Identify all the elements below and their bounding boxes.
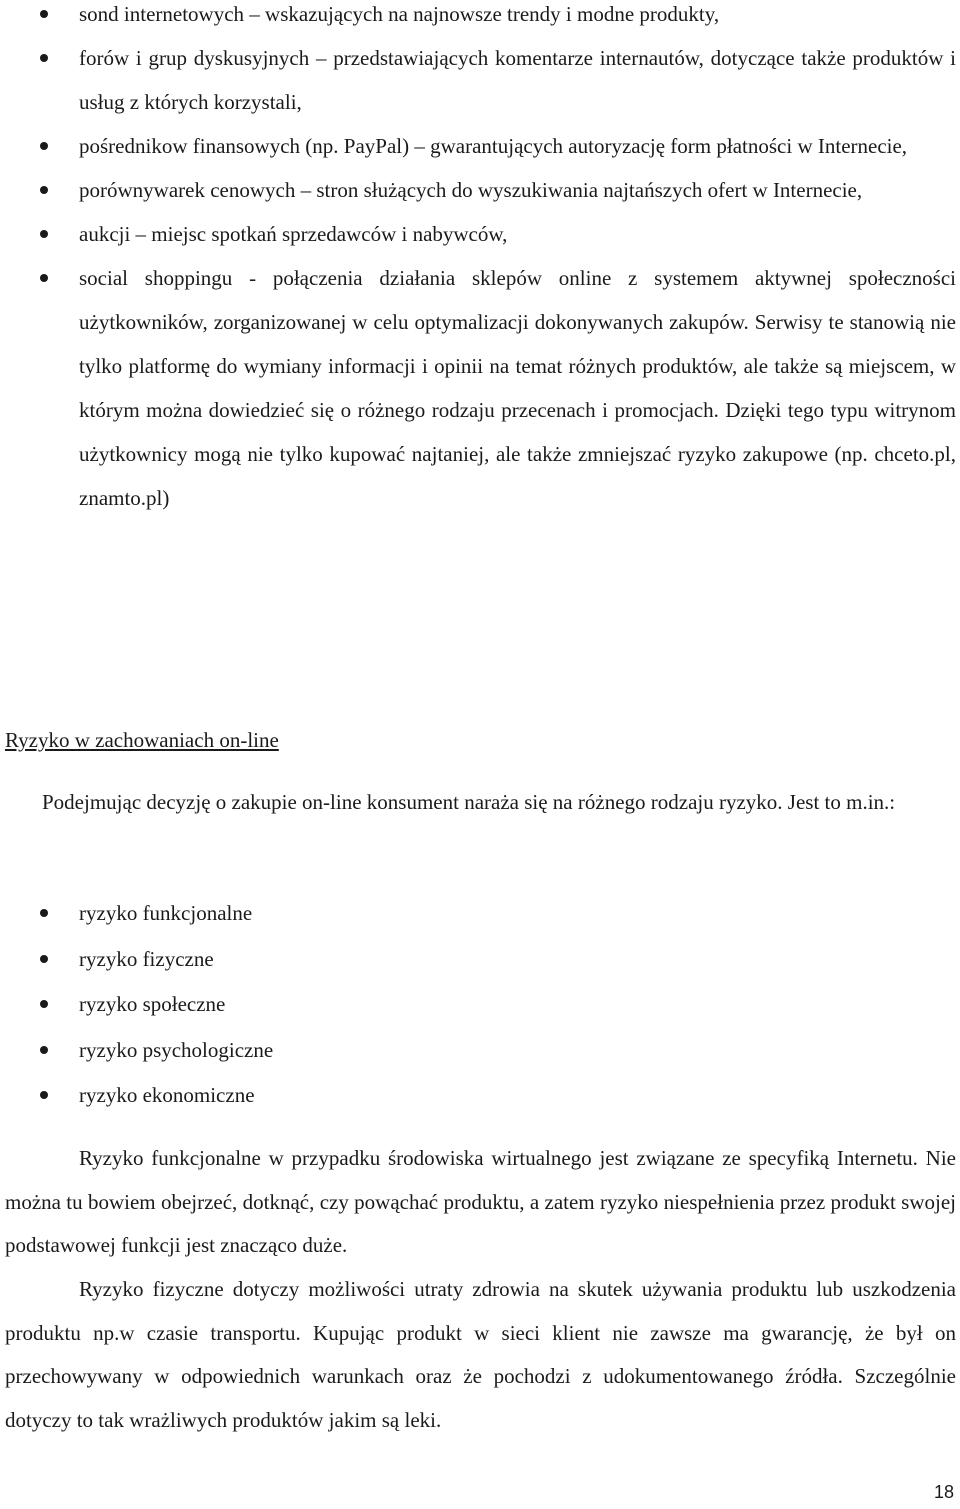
- list-item: forów i grup dyskusyjnych – przedstawiających komentarze internautów, dotyczące także produktów i usług z których korzystali,: [0, 36, 960, 124]
- page-number: 18: [933, 1482, 954, 1502]
- list-item: ryzyko funkcjonalne: [0, 891, 960, 937]
- risk-list: [0, 891, 960, 1119]
- list-item: ryzyko psychologiczne: [0, 1028, 960, 1074]
- list-item: aukcji – miejsc spotkań sprzedawców i nabywców,: [0, 212, 960, 256]
- section-heading: Ryzyko w zachowaniach on-line: [5, 728, 279, 752]
- list-item: ryzyko fizyczne: [0, 937, 960, 983]
- list-item: social shoppingu - połączenia działania sklepów online z systemem aktywnej społeczności użytkowników, zorganizowanej w celu optymalizacji dokonywanych zakupów. Serwisy te stanowią nie tylko platformę do wymiany informacji i opinii na temat różnych produktów, ale także są miejscem, w którym można dowiedzieć się o różnego rodzaju przecenach i promocjach. Dzięki tego typu witrynom użytkownicy mogą nie tylko kupować najtaniej, ale także zmniejszać ryzyko zakupowe (np. chceto.pl, znamto.pl): [0, 256, 960, 520]
- intro-paragraph: Podejmując decyzję o zakupie on-line konsument naraża się na różnego rodzaju ryzyko. Jest to m.in.:: [42, 790, 896, 814]
- list-item: pośrednikow finansowych (np. PayPal) – gwarantujących autoryzację form płatności w Internecie,: [0, 124, 960, 168]
- physical-risk-paragraph: Ryzyko fizyczne dotyczy możliwości utraty zdrowia na skutek używania produktu lub uszkodzenia produktu np.w czasie transportu. Kupując produkt w sieci klient nie zawsze ma gwarancję, że był on przechowywany w odpowiednich warunkach oraz że pochodzi z udokumentowanego źródła. Szczególnie dotyczy to tak wrażliwych produktów jakim są leki.: [5, 1277, 956, 1432]
- list-item: sond internetowych – wskazujących na najnowsze trendy i modne produkty,: [0, 0, 960, 36]
- list-item: ryzyko ekonomiczne: [0, 1073, 960, 1119]
- functional-risk-paragraph: Ryzyko funkcjonalne w przypadku środowiska wirtualnego jest związane ze specyfiką Internetu. Nie można tu bowiem obejrzeć, dotknąć, czy powąchać produktu, a zatem ryzyko niespełnienia przez produkt swojej podstawowej funkcji jest znacząco duże.: [5, 1146, 956, 1257]
- list-item: porównywarek cenowych – stron służących do wyszukiwania najtańszych ofert w Internecie,: [0, 168, 960, 212]
- list-item: ryzyko społeczne: [0, 982, 960, 1028]
- channels-list: [0, 0, 960, 520]
